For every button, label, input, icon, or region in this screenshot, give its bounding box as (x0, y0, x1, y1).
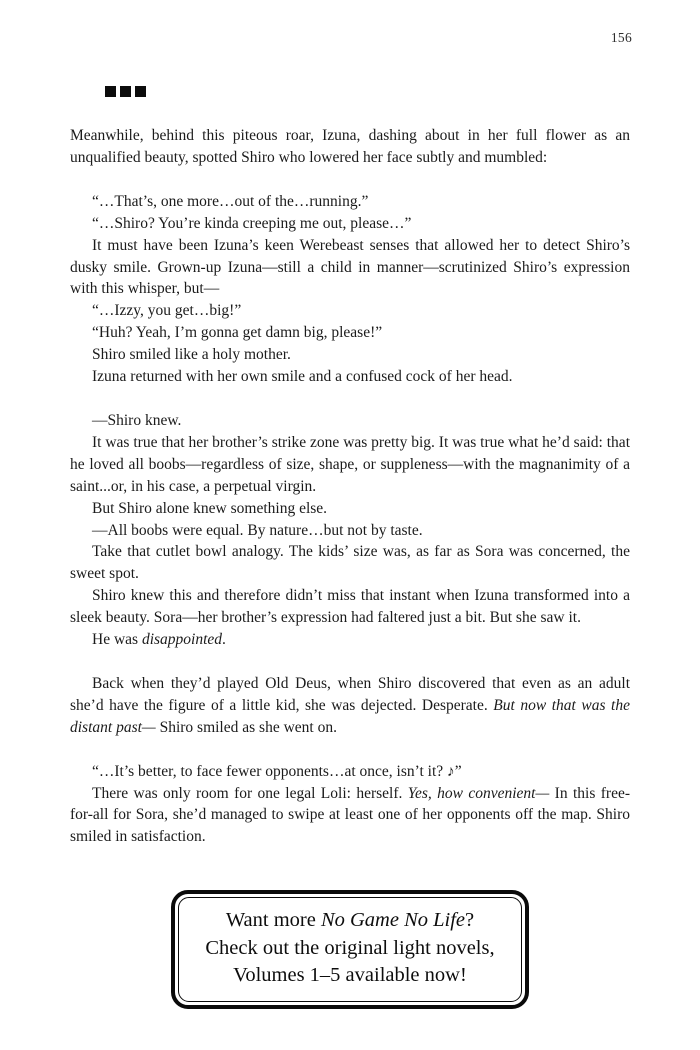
text-run: It was true that her brother’s strike zone was pretty big. It was true what he’d said: that he loved all boobs—regardless of size, shape, or suppleness—with the magnanimity of a saint...or, in his case, a perpetual virgin. (70, 433, 630, 495)
page-number: 156 (610, 30, 632, 45)
promo-line (205, 935, 494, 963)
section-break-icon (105, 86, 630, 98)
paragraph (70, 191, 630, 213)
paragraph (70, 213, 630, 235)
text-run: But Shiro alone knew something else. (92, 499, 328, 517)
paragraph (70, 322, 630, 344)
italic-text: disappointed (141, 631, 223, 649)
promo-box-text (178, 897, 521, 1002)
text-run: Take that cutlet bowl analogy. The kids’ size was, as far as Sora was concerned, the sweet spot. (70, 543, 630, 583)
paragraph (70, 783, 630, 849)
text-run: Izuna returned with her own smile and a confused cock of her head. (92, 368, 513, 386)
paragraph (70, 344, 630, 366)
text-run: Meanwhile, behind this piteous roar, Izuna, dashing about in her full flower as an unqualified beauty, spotted Shiro who lowered her face subtly and mumbled: (70, 127, 630, 166)
text-run: Shiro smiled like a holy mother. (92, 346, 291, 364)
paragraph (70, 673, 630, 739)
text-run: It must have been Izuna’s keen Werebeast senses that allowed her to detect Shiro’s dusky smile. Grown-up Izuna—still a child in manner—scrutinized Shiro’s expression with this whisper, but— (70, 236, 630, 298)
italic-text: No Game No Life (320, 909, 466, 932)
text-run: “…Izzy, you get…big!” (92, 302, 242, 320)
text-run: —Shiro knew. (92, 411, 182, 429)
square-icon (105, 86, 116, 97)
text-run: There was only room for one legal Loli: herself. (92, 784, 408, 802)
text-run: “…It’s better, to face fewer opponents…at once, isn’t it? ♪” (92, 762, 462, 780)
paragraph (70, 520, 630, 542)
promo-box-border (171, 890, 528, 1009)
paragraph (70, 629, 630, 651)
paragraph (70, 366, 630, 388)
promo-line (205, 962, 494, 990)
promo-box (70, 890, 630, 1009)
paragraph (70, 235, 630, 301)
text-run: Want more (225, 909, 321, 932)
square-icon (135, 86, 146, 97)
paragraph (70, 432, 630, 498)
paragraph (70, 300, 630, 322)
text-run: Shiro knew this and therefore didn’t miss that instant when Izuna transformed into a sleek beauty. Sora—her brother’s expression had faltered just a bit. But she saw it. (70, 587, 630, 627)
paragraph (70, 125, 630, 169)
paragraph (70, 541, 630, 585)
text-run: ? (465, 909, 475, 932)
paragraph (70, 761, 630, 783)
italic-text: Yes, how convenient— (407, 784, 550, 802)
page-body (70, 125, 630, 848)
text-run: Check out the original light novels, (205, 936, 495, 959)
text-run: “…Shiro? You’re kinda creeping me out, please…” (92, 214, 412, 232)
text-run: Volumes 1–5 available now! (233, 964, 467, 987)
text-run: “…That’s, one more…out of the…running.” (92, 192, 369, 210)
text-run: In this free-for-all for Sora, she’d managed to swipe at least one of her opponents off the map. Shiro smiled in satisfaction. (70, 784, 630, 846)
text-run: “Huh? Yeah, I’m gonna get damn big, please!” (92, 324, 383, 342)
text-run: He was (92, 631, 142, 649)
text-run: —All boobs were equal. By nature…but not by taste. (92, 521, 423, 539)
text-run: Shiro smiled as she went on. (155, 718, 337, 736)
promo-line (205, 907, 494, 935)
italic-text: But now that was the distant past— (70, 696, 630, 736)
text-run: . (222, 631, 226, 649)
paragraph (70, 410, 630, 432)
paragraph (70, 498, 630, 520)
text-run: Back when they’d played Old Deus, when Shiro discovered that even as an adult she’d have the figure of a little kid, she was dejected. Desperate. (70, 674, 630, 714)
paragraph (70, 585, 630, 629)
square-icon (120, 86, 131, 97)
